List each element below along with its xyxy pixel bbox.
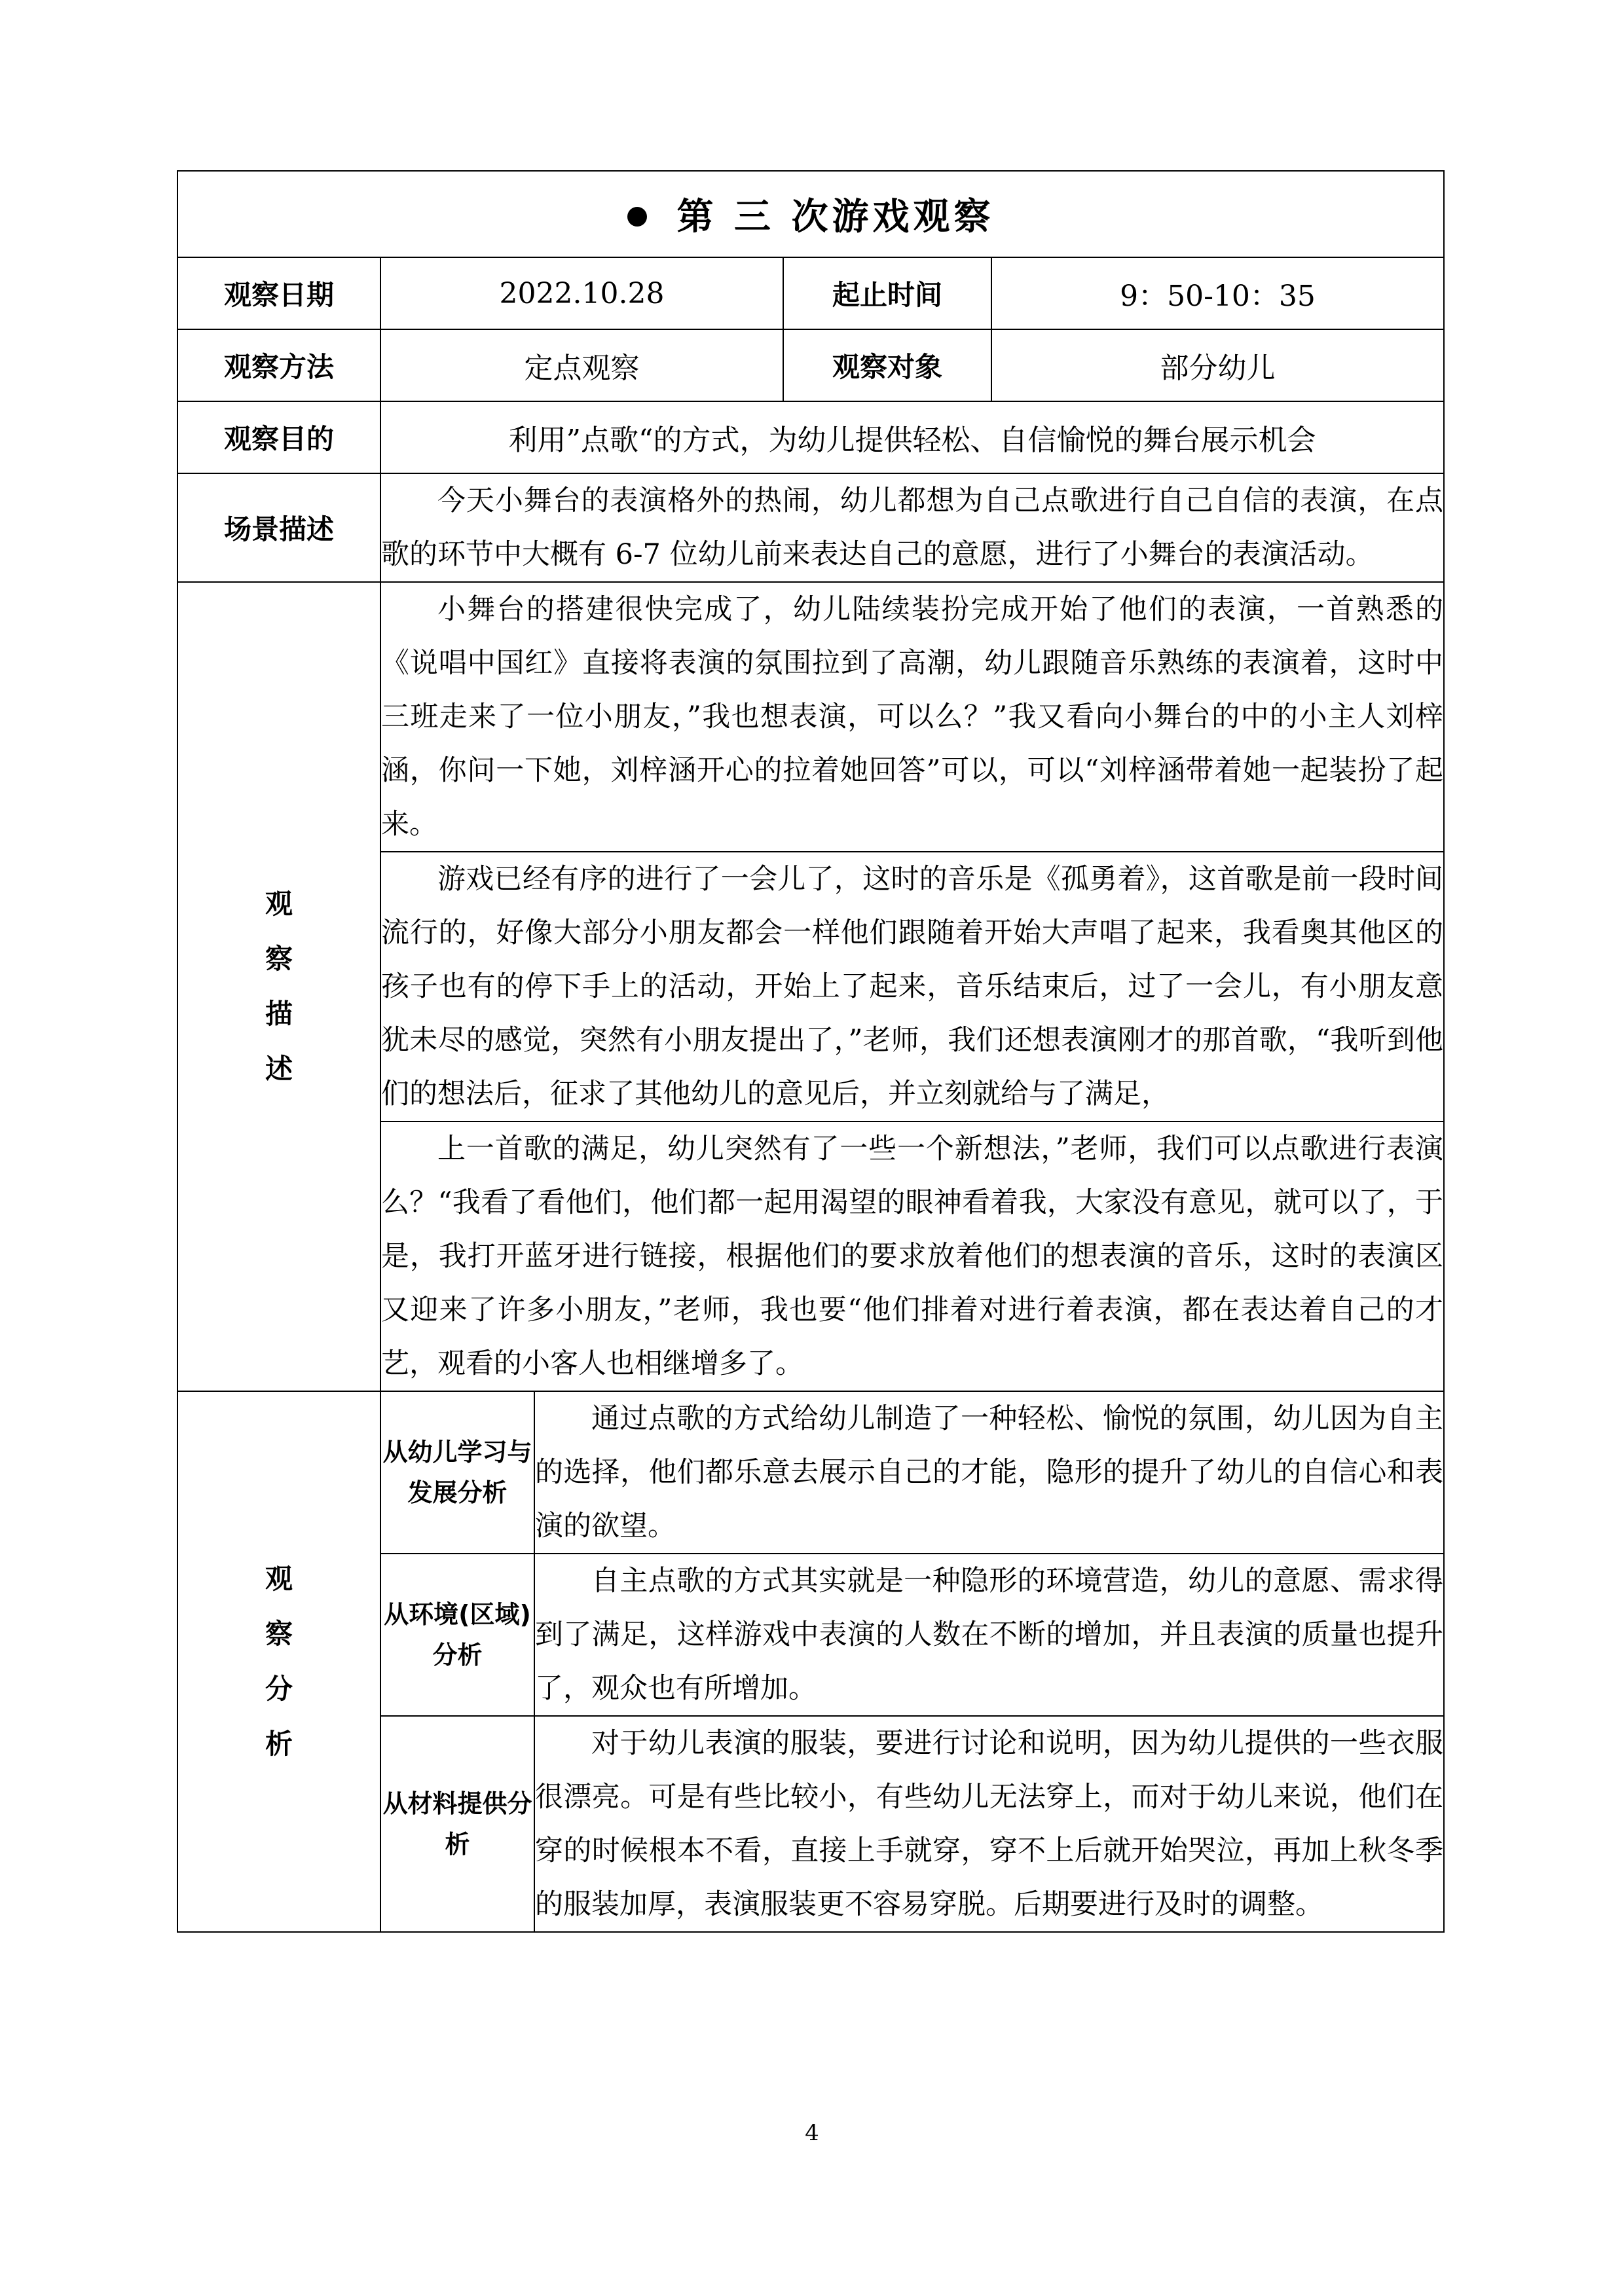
observation-label-char: 观 (265, 888, 293, 920)
page-number: 4 (805, 2120, 819, 2146)
analysis-sublabel-development: 从幼儿学习与发展分析 (380, 1391, 534, 1554)
form-title: 第 三 次游戏观察 (676, 195, 995, 238)
analysis-label (177, 1391, 380, 1932)
observation-paragraph-3: 上一首歌的满足，幼儿突然有了一些一个新想法，”老师，我们可以点歌进行表演么？“我看了看他们，他们都一起用渴望的眼神看着我，大家没有意见，就可以了，于是，我打开蓝牙进行链接，根据他们的要求放着他们的想表演的音乐，这时的表演区又迎来了许多小朋友，”老师，我也要“他们排着对进行着表演，都在表达着自己的才艺，观看的小客人也相继增多了。 (380, 1121, 1444, 1391)
analysis-text-materials: 对于幼儿表演的服装，要进行讨论和说明，因为幼儿提供的一些衣服很漂亮。可是有些比较小，有些幼儿无法穿上，而对于幼儿来说，他们在穿的时候根本不看，直接上手就穿，穿不上后就开始哭泣，再加上秋冬季的服装加厚，表演服装更不容易穿脱。后期要进行及时的调整。 (534, 1716, 1444, 1932)
observation-form (177, 170, 1445, 1933)
observation-paragraph-2: 游戏已经有序的进行了一会儿了，这时的音乐是《孤勇着》，这首歌是前一段时间流行的，好像大部分小朋友都会一样他们跟随着开始大声唱了起来，我看奥其他区的孩子也有的停下手上的活动，开始上了起来，音乐结束后，过了一会儿，有小朋友意犹未尽的感觉，突然有小朋友提出了，”老师，我们还想表演刚才的那首歌，“我听到他们的想法后，征求了其他幼儿的意见后，并立刻就给与了满足， (380, 852, 1444, 1121)
purpose-label: 观察目的 (177, 401, 380, 473)
form-title-cell (177, 171, 1444, 257)
analysis-sublabel-materials: 从材料提供分析 (380, 1716, 534, 1932)
analysis-text-development: 通过点歌的方式给幼儿制造了一种轻松、愉悦的氛围，幼儿因为自主的选择，他们都乐意去展示自己的才能，隐形的提升了幼儿的自信心和表演的欲望。 (534, 1391, 1444, 1554)
bullet-icon (627, 207, 647, 227)
purpose-value: 利用”点歌“的方式，为幼儿提供轻松、自信愉悦的舞台展示机会 (380, 401, 1444, 473)
analysis-text-environment: 自主点歌的方式其实就是一种隐形的环境营造，幼儿的意愿、需求得到了满足，这样游戏中表演的人数在不断的增加，并且表演的质量也提升了，观众也有所增加。 (534, 1554, 1444, 1716)
target-value: 部分幼儿 (991, 329, 1444, 401)
date-label: 观察日期 (177, 257, 380, 329)
analysis-label-char: 察 (265, 1618, 293, 1650)
date-value: 2022.10.28 (380, 257, 783, 329)
time-value: 9：50-10：35 (991, 257, 1444, 329)
analysis-label-char: 析 (265, 1728, 293, 1760)
observation-label-char: 察 (265, 943, 293, 975)
time-label: 起止时间 (783, 257, 991, 329)
observation-label-char: 述 (265, 1053, 293, 1085)
target-label: 观察对象 (783, 329, 991, 401)
observation-label (177, 582, 380, 1391)
method-label: 观察方法 (177, 329, 380, 401)
analysis-sublabel-environment: 从环境(区域)分析 (380, 1554, 534, 1716)
observation-paragraph-1: 小舞台的搭建很快完成了，幼儿陆续装扮完成开始了他们的表演，一首熟悉的《说唱中国红》直接将表演的氛围拉到了高潮，幼儿跟随音乐熟练的表演着，这时中三班走来了一位小朋友，”我也想表演，可以么？”我又看向小舞台的中的小主人刘梓涵，你问一下她，刘梓涵开心的拉着她回答”可以，可以“刘梓涵带着她一起装扮了起来。 (380, 582, 1444, 852)
scene-text: 今天小舞台的表演格外的热闹，幼儿都想为自己点歌进行自己自信的表演，在点歌的环节中大概有 6-7 位幼儿前来表达自己的意愿，进行了小舞台的表演活动。 (380, 473, 1444, 582)
method-value: 定点观察 (380, 329, 783, 401)
observation-label-char: 描 (265, 998, 293, 1030)
analysis-label-char: 分 (265, 1673, 293, 1705)
scene-label: 场景描述 (177, 473, 380, 582)
analysis-label-char: 观 (265, 1563, 293, 1595)
